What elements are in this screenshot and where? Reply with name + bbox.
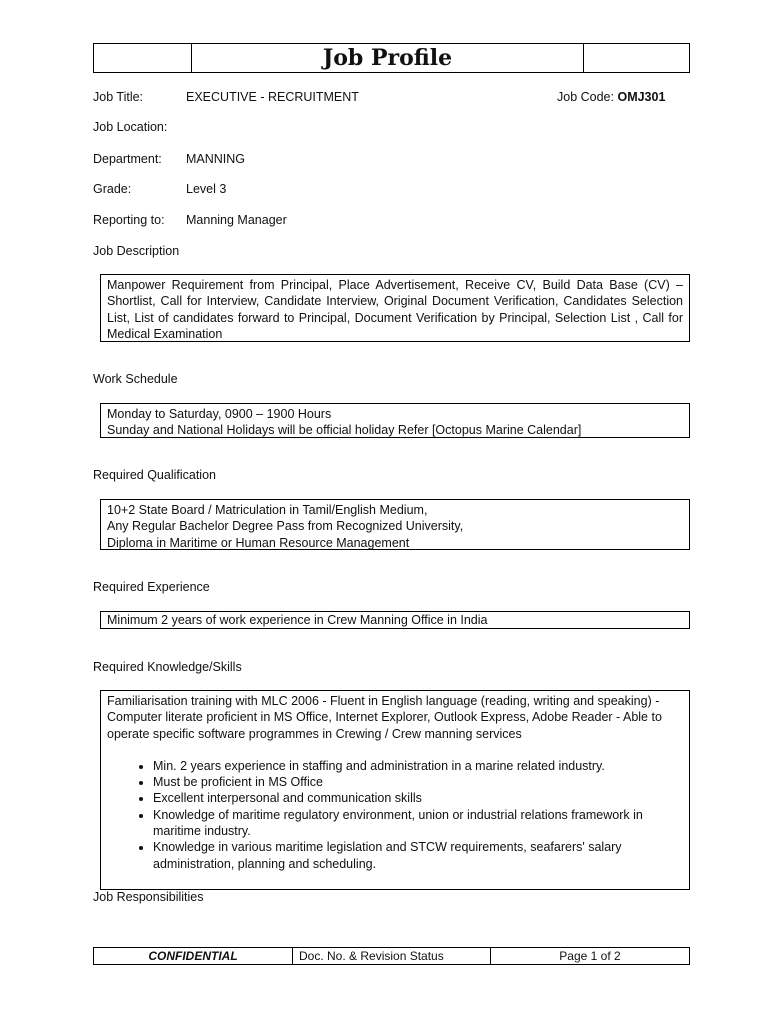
- qualification-line: 10+2 State Board / Matriculation in Tamil/English Medium,: [107, 503, 428, 517]
- reporting-value: Manning Manager: [186, 213, 287, 227]
- work-schedule-heading: Work Schedule: [93, 372, 178, 386]
- department-value: MANNING: [186, 152, 246, 166]
- experience-box: [100, 611, 690, 629]
- job-code: [557, 90, 665, 104]
- work-schedule-line: Sunday and National Holidays will be official holiday Refer [Octopus Marine Calendar]: [107, 423, 582, 438]
- reporting-label: Reporting to:: [93, 213, 165, 227]
- header-table: [93, 43, 690, 73]
- responsibilities-heading: Job Responsibilities: [93, 890, 204, 904]
- job-description-box: [100, 274, 690, 342]
- job-description-text: Manpower Requirement from Principal, Place Advertisement, Receive CV, Build Data Base (CV) – Shortlist, Call for Interview, Candidate Interview, Original Document Verification, Candidates Selection List, List of candidates forward to Principal, Document Verification by Principal, Selection List , Call for Medical Examination: [107, 278, 683, 341]
- job-title-value: EXECUTIVE - RECRUITMENT: [186, 90, 359, 104]
- list-item: • Knowledge in various maritime legislation and STCW requirements, seafarers' salary administration, planning and scheduling.: [153, 839, 683, 872]
- work-schedule-line: Monday to Saturday, 0900 – 1900 Hours: [107, 407, 332, 421]
- knowledge-heading: Required Knowledge/Skills: [93, 660, 242, 674]
- list-item: • Min. 2 years experience in staffing and administration in a marine related industry.: [153, 758, 683, 774]
- grade-value: Level 3: [186, 182, 227, 196]
- footer-table: [93, 947, 690, 965]
- qualification-box: [100, 499, 690, 550]
- job-description-heading: Job Description: [93, 244, 180, 258]
- knowledge-bullet-list: [107, 758, 683, 872]
- header-left-cell: [94, 44, 192, 72]
- qualification-line: Any Regular Bachelor Degree Pass from Recognized University,: [107, 519, 464, 534]
- header-right-cell: [584, 44, 689, 72]
- list-item: • Must be proficient in MS Office: [153, 774, 683, 790]
- qualification-line: Diploma in Maritime or Human Resource Management: [107, 535, 410, 550]
- footer-doc-no: Doc. No. & Revision Status: [293, 948, 491, 964]
- footer-page-number: Page 1 of 2: [559, 949, 621, 963]
- job-code-label: Job Code:: [557, 90, 614, 104]
- job-code-value: OMJ301: [617, 90, 666, 104]
- experience-heading: Required Experience: [93, 580, 210, 594]
- grade-label: Grade:: [93, 182, 132, 196]
- department-label: Department:: [93, 152, 162, 166]
- experience-text: Minimum 2 years of work experience in Crew Manning Office in India: [107, 613, 488, 627]
- knowledge-box: [100, 690, 690, 890]
- page-title: Job Profile: [192, 44, 584, 72]
- qualification-heading: Required Qualification: [93, 468, 216, 482]
- job-title-label: Job Title:: [93, 90, 144, 104]
- footer-confidential: CONFIDENTIAL: [94, 948, 293, 964]
- work-schedule-box: [100, 403, 690, 438]
- list-item: • Excellent interpersonal and communication skills: [153, 790, 683, 806]
- list-item: • Knowledge of maritime regulatory environment, union or industrial relations framework in maritime industry.: [153, 807, 683, 840]
- job-location-label: Job Location:: [93, 120, 168, 134]
- knowledge-intro: Familiarisation training with MLC 2006 - Fluent in English language (reading, writing and speaking) - Computer literate proficient in MS Office, Internet Explorer, Outlook Express, Adobe Reader - Able to operate specific software programmes in Crewing / Crew manning services: [107, 694, 662, 741]
